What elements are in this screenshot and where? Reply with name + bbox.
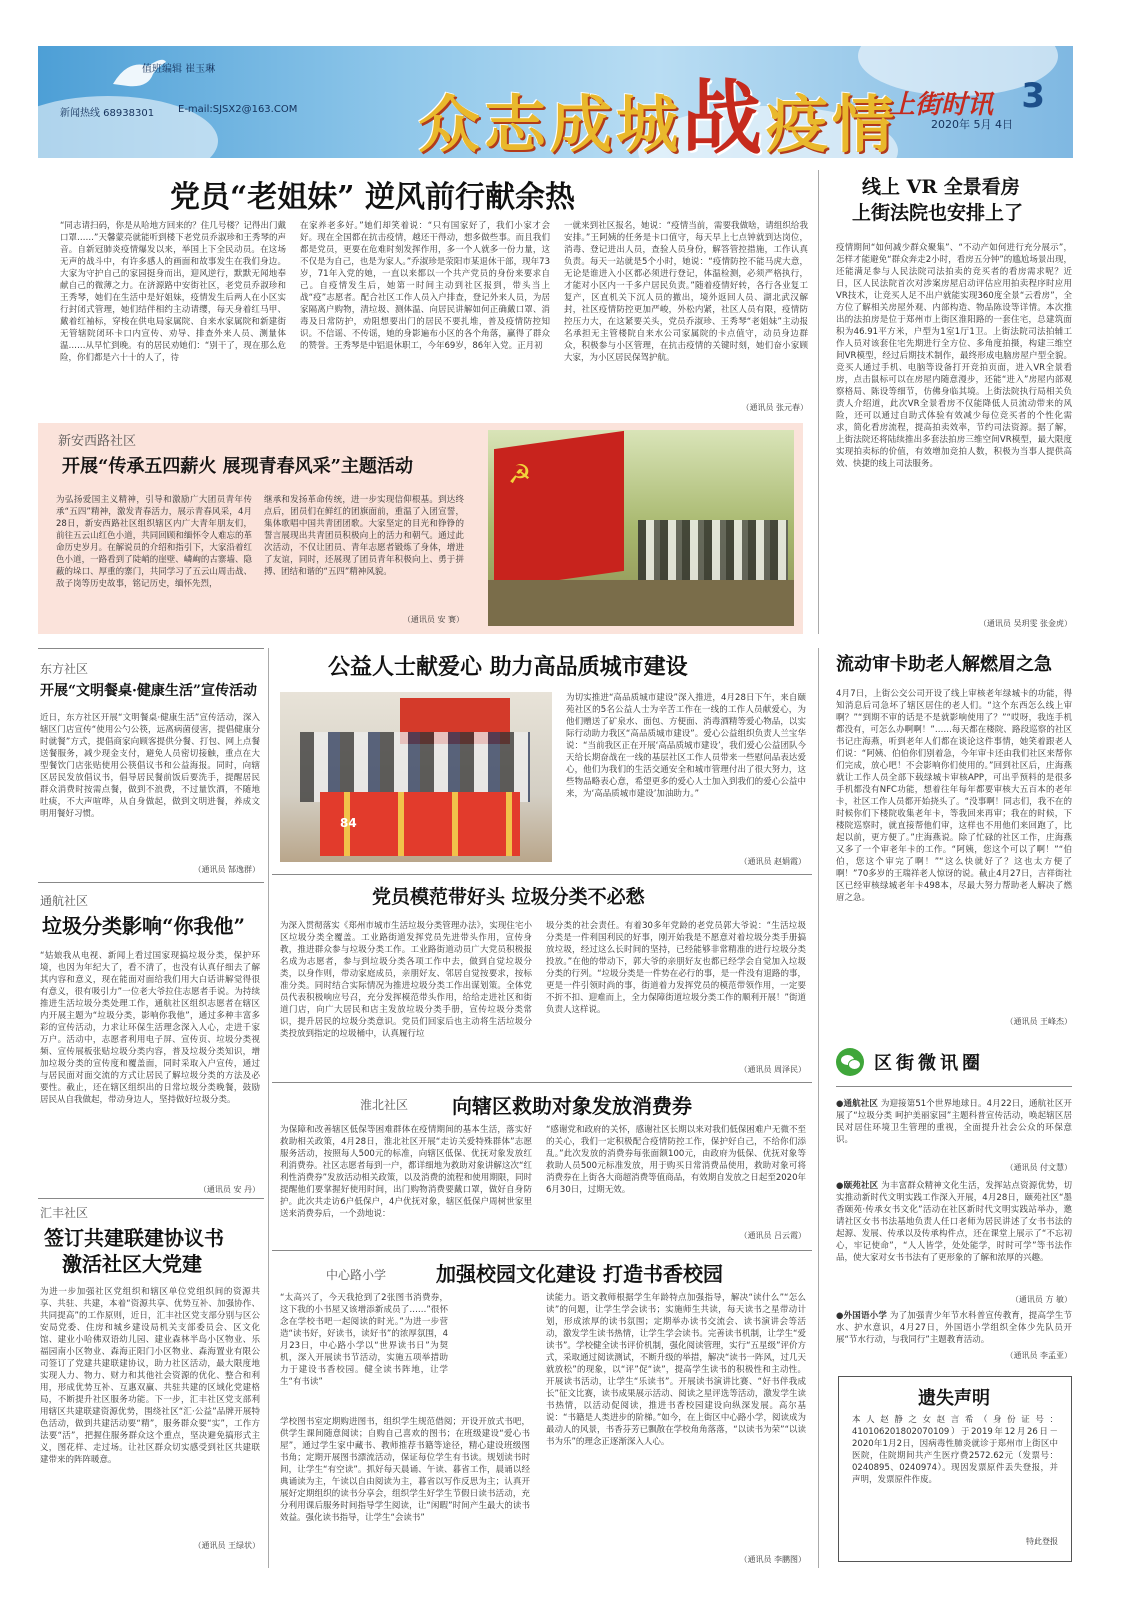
issue-date: 2020年 5月 4日 bbox=[931, 118, 1013, 131]
article-body: 圾分类的社会责任。有着30多年党龄的老党员郭大爷说：“生活垃圾分类是一件利国利民的好事，刚开始我是不愿意对着垃圾分类手册搞放垃圾，经过这么长时间的坚持，已经能够非常精准的进行垃圾分类投放。”在他的带动下，郭大爷的亲朋好友也都已经学会自觉加入垃圾分类的行列。“垃圾分类是一件势在必行的事，是一件没有退路的事，更是一件引领时尚的事，街道着力发挥党员的模范带领作用，一定要不折不扣、迎难而上，全力保障街道垃圾分类工作的顺利开展！”街道负责人这样说。 bbox=[546, 921, 806, 1015]
byline: （通讯员 张元春） bbox=[741, 403, 808, 412]
article-body: 为进一步加强社区党组织和辖区单位党组织间的资源共享、共驻、共建，本着“资源共享、优势互补、加强协作、共同提高”的工作原则，近日，汇丰社区党支部分别与区公安局党委、住房和城乡建设局机关支部委员会、区文化馆、建业小哈佛双语幼儿园、建业森林半岛小区物业、乐福园南小区物业、森海正阳门小区物业、森海置业有限公司签订了党建共建联建协议，助力社区活动，最大限度地实现人力、物力、财力和其他社会资源的优化、整合和利用，形成优势互补、互惠双赢、共驻共建的区域化党建格局，不断提升社区服务功能。下一步，汇丰社区党支部利用辖区共建联建资源优势，围绕社区“汇·公益”品牌开展特色活动，做到共建活动要“精”，服务群众要“实”，工作方法要“活”，把握住服务群众这个重点，坚决避免搞形式主义，图花样、走过场。让社区群众切实感受到社区共建联建带来的阵阵暖意。 bbox=[40, 1287, 260, 1465]
article-body: 为弘扬爱国主义精神，引导和激励广大团员青年传承“五四”精神，激发青春活力，展示青春风采，4月28日，新安西路社区组织辖区内广大青年朋友们，前往五云山红色小道，共同回顾和缅怀令人难忘的革命历史岁月。在解说员的介绍和指引下，大家沿着红色小道，一路看到了陡峭的崖壁、嶙峋的古寨墙、隐蔽的垛口、厚重的寨门，共同学习了五云山周击战、敌子岗等历史故事，铭记历史，缅怀先烈， bbox=[56, 495, 252, 589]
article-body: 学校图书室定期购进图书，组织学生规范借阅；开设开放式书吧，供学生课间随意阅读；自购自己喜欢的图书；在班级建设“爱心书屋”，通过学生家中藏书、教师推荐书籍等途径，精心建设班级图书角；定期开展图书漂流活动，保证每位学生有书读。规划读书时间，让学生“有空读”。抓好每天晨诵、午读、暮省工作，晨诵以经典诵读为主，午读以自由阅读为主，暮省以写作反思为主；认真开展好定期组织的读书分享会，组织学生好学生节假日读书活动，充分利用课后服务时间指导学生阅读，让“闲暇”时间产生最大的读书效益。强化读书指导，让学生“会读书” bbox=[280, 1417, 530, 1523]
notice-sign: 特此登报 bbox=[1026, 1537, 1058, 1546]
masthead-banner bbox=[38, 46, 1073, 158]
article-title: 党员“老姐妹” 逆风前行献余热 bbox=[170, 180, 575, 215]
news-text: 为了加强青少年节水科普宣传教育，提高学生节水、护水意识，4月27日，外国语小学组织全体少先队员开展“节水行动，与我同行”主题教育活动。 bbox=[836, 1311, 1072, 1345]
party-emblem-icon: ☭ bbox=[508, 460, 532, 490]
article-title: 党员模范带好头 垃圾分类不必愁 bbox=[372, 886, 645, 908]
article-body: 为深入贯彻落实《郑州市城市生活垃圾分类管理办法》，实现住宅小区垃圾分类全覆盖。工业路街道发挥党员先进带头作用，宣传身教，推进群众参与垃圾分类工作。工业路街道动员广大党员积极报名成为志愿者，参与到垃圾分类各项工作中去，做到自觉垃圾分类，以身作则，带动家庭成员，亲朋好友、邻居自觉按要求，按标准分类。同时结合实际情况为推进垃圾分类工作出谋划策。全体党员代表积极响应号召，充分发挥模范带头作用，给给走进社区和街道门店，向广大居民和店主发放垃圾分类手册，宣传垃圾分类常识，提升居民的垃圾分类意识。党员们回家后也主动将生活垃圾分类投放到指定的垃圾桶中，认真履行垃 bbox=[280, 921, 532, 1039]
column-title: 区街微讯圈 bbox=[874, 1053, 984, 1074]
byline: （通讯员 郜逸群） bbox=[193, 865, 260, 874]
slogan-part-2: 战 bbox=[682, 71, 767, 158]
section-label: 淮北社区 bbox=[360, 1098, 409, 1112]
article-body: 在家养老多好。”她们却笑着说：“只有国家好了，我们小家才会好。现在全国都在抗击疫情，越还干得动，想多做些事。而且我们都是党员，更要在危难时刻发挥作用，多一个人就多一份力量，这不仅是为自己，也是为家人。”乔淑珍是荥阳市某退休干部，现年73岁，71年入党的她，一直以来都以一个共产党员的身份来要求自己。自疫情发生后，她第一时间主动到社区报到，带头当上战“疫”志愿者。配合社区工作人员入户排查，登记外来人员，为居家隔离户购物，清垃圾、测体温、向居民讲解如何正确戴口罩、消毒及日常防护，劝阻想要出门的居民不要扎堆，普及疫情防控知识。不信谣、不传谣，她的身影遍布小区的各个角落，赢得了群众的赞誉。王秀琴是中铝退休职工，今年69岁，86年入党。正月初 bbox=[300, 221, 550, 351]
slogan-part-3: 疫情 bbox=[766, 88, 899, 158]
column-divider bbox=[818, 648, 819, 1568]
volunteers-photo bbox=[280, 692, 552, 862]
email: E-mail:SJSX2@163.COM bbox=[178, 104, 298, 115]
news-org: ●颐苑社区 bbox=[836, 1181, 879, 1191]
notice-title: 遗失声明 bbox=[918, 1388, 990, 1409]
news-item bbox=[836, 1180, 1072, 1292]
section-label: 新安西路社区 bbox=[58, 434, 137, 449]
article-body: “感谢党和政府的关怀，感谢社区长期以来对我们低保困难户无微不至的关心，我们一定积极配合疫情防控工作，保护好自己，不给你们添乱。”此次发放的消费券每张面额100元，由政府为低保、优抚对象等救助人员500元标准发放，用于购买日常消费品使用，救助对象可将消费券在上街各大商超消费等值商品，有效期自发放之日起至2020年6月30日，过期无效。 bbox=[546, 1125, 806, 1195]
article-body: “同志请扫码，你是从哈地方回来的？住几号楼？记得出门戴口罩……”天馨蒙亮就能听到楼下老党员乔淑珍和王秀琴的声音。自新冠肺炎疫情爆发以来，举国上下全民动员。在这场无声的战斗中，有许多感人的画面和故事发生在我们身边。大家为守护自己的家园挺身而出，迎风逆行，默默无闻地奉献自己的微薄之力。在济源路中安街社区，老党员乔淑珍和王秀琴，她们在生活中是好姐妹，疫情发生后两人在小区实行封闭式管理，她们结伴相约主动请缨，每天身着红马甲、戴着红袖标，穿梭在供电局家属院、自来水家属院和新建街无管辖院闭环卡口内宣传、劝导、排查外来人员、测量体温……从早忙到晚。有的居民劝她们：“别干了，现在那么危险，你们都是六十十的人了，待 bbox=[60, 221, 286, 363]
editor-line bbox=[142, 60, 215, 75]
news-item bbox=[836, 1098, 1072, 1160]
byline: （通讯员 付文慧） bbox=[1005, 1163, 1072, 1172]
divider bbox=[836, 1086, 1072, 1087]
editor-label: 值班编辑 bbox=[142, 64, 182, 75]
hotline: 新闻热线 68938301 bbox=[60, 108, 155, 119]
article-body: 一就来到社区报名，她说：“疫情当前，需要我做啥，请组织给我安排。”王阿姨的任务是卡口值守，每天早上七点钟就到达岗位，消毒、登记进出人员，查验人员身份，解答管控措施，工作认真负责。每天一站就是5个小时，她说：“疫情防控不能马虎大意，无论是谁进入小区都必须进行登记，体温检测，必须严格执行，才能对小区内一千多户居民负责。”随着疫情好转，各行各业复工复产，区直机关下沉人员的撤出，境外返回人员、湖北武汉解封，社区疫情防控更加严峻，外松内紧，社区人员有限，疫情防控压力大，在这紧要关头，党员乔淑珍、王秀琴“老姐妹”主动报名承担无主管楼院自来水公司家属院的卡点值守，动员身边群众，积极参与小区管理，在抗击疫情的关键时刻，她们奋小家顾大家，为小区居民保驾护航。 bbox=[564, 221, 808, 363]
divider bbox=[38, 1198, 264, 1199]
section-label: 中心路小学 bbox=[326, 1268, 387, 1282]
paper-brand: 上街时讯 bbox=[888, 90, 993, 120]
divider bbox=[38, 648, 264, 649]
slogan-part-1: 众志成城 bbox=[418, 88, 683, 158]
byline: （通讯员 李孟亚） bbox=[1005, 1351, 1072, 1360]
box-label: 84 bbox=[340, 816, 357, 830]
byline: （通讯员 王峰杰） bbox=[1005, 1017, 1072, 1026]
news-org: ●通航社区 bbox=[836, 1099, 879, 1109]
column-header bbox=[836, 1048, 984, 1076]
article-subtitle: 激活社区大党建 bbox=[62, 1252, 202, 1276]
article-title: 流动审卡助老人解燃眉之急 bbox=[836, 654, 1052, 675]
section-label: 通航社区 bbox=[40, 894, 89, 908]
article-title: 垃圾分类影响“你我他” bbox=[42, 914, 246, 938]
divider bbox=[272, 1082, 812, 1083]
column-divider bbox=[268, 648, 269, 1568]
article-subtitle: 上街法院也安排上了 bbox=[852, 202, 1024, 224]
ground bbox=[488, 580, 794, 626]
article-title: 公益人士献爱心 助力高品质城市建设 bbox=[328, 654, 688, 680]
byline: （通讯员 吴玥雯 张金虎） bbox=[978, 619, 1072, 628]
slogan bbox=[418, 54, 898, 158]
article-body: “姑娘我从电视、新闻上看过国家现搞垃圾分类，保护环境，也因为年纪大了，看不清了，也没有认真仔细去了解其内容和意义，现在能面对面给我们用大白话讲解觉得很有意义，很有吸引力”一位老大爷拉住志愿者手说。为持续推进生活垃圾分类处理工作，通航社区组织志愿者在辖区内开展主题为“垃圾分类，影响你我他”，通过多种丰富多彩的宣传活动，力求让环保生活理念深入人心，走进千家万户。活动中，志愿者利用电子屏、宣传页、垃圾分类视频、宣传展板张贴垃圾分类内容，普及垃圾分类知识，增加垃圾分类的宣传度和覆盖面，同时采取入户宣传，通过与居民面对面交流的方式让居民了解垃圾分类的方法及必要性。截止，还在辖区组织出的日常垃圾分类晚餐，鼓励居民从自我做起，带动身边人，坚持做好垃圾分类。 bbox=[40, 951, 260, 1105]
divider bbox=[272, 1250, 812, 1251]
column-divider bbox=[818, 170, 819, 634]
byline: （通讯员 赵娟霞） bbox=[739, 857, 806, 866]
byline: （通讯员 安 赛） bbox=[402, 615, 464, 624]
article-body: 继承和发扬革命传统，进一步实现信仰根基。到达终点后，团员们在鲜红的团旗面前，重温了入团宣誓，集体歌唱中国共青团团歌。大家坚定的目光和铮铮的誓言展现出共青团员积极向上的活力和朝气。通过此次活动，不仅让团员、青年志愿者锻炼了身体，增进了友谊，同时，还展现了团员青年积极向上、勇于拼搏、团结和谐的“五四”精神风貌。 bbox=[264, 495, 464, 577]
article-body: 为切实推进“高品质城市建设”深入推进，4月28日下午，来自颐苑社区的5名公益人士为辛苦工作在一线的工作人员献爱心，为他们赠送了矿泉水、面包、方便面、消毒酒精等爱心物品，以实际行动助力我区“高品质城市建设”。爱心公益组织负责人兰宝华说：“当前我区正在开展‘高品质城市建设’，我们爱心公益团队今天给长期奋战在一线的基层社区工作人员带来一些慰问品表达爱心，他们为我们的生活交通安全和城市管理付出了很大努力，这些物品略表心意，希望更多的爱心人士加入到我们的爱心公益中来，为‘高品质城市建设’加油助力。” bbox=[566, 693, 806, 799]
article-title: 签订共建联建协议书 bbox=[44, 1226, 224, 1250]
notice-body: 本人赵静之女赵言希（身份证号：410106201802070109）于2019年12月26日－2020年1月2日，因病毒性肺炎就诊于郑州市上街区中医院，住院期间共产生医疗费2572.62元（发票号：0240895、0240974）。现因发票原件丢失登报，并声明，发票原件作废。 bbox=[852, 1415, 1058, 1485]
wechat-icon bbox=[836, 1048, 864, 1076]
article-title: 开展“文明餐桌·健康生活”宣传活动 bbox=[40, 683, 257, 699]
article-title: 开展“传承五四薪火 展现青春风采”主题活动 bbox=[62, 456, 413, 477]
article-title: 线上 VR 全景看房 bbox=[862, 176, 1020, 198]
article-body: 近日，东方社区开展“文明餐桌·健康生活”宣传活动，深入辖区门店宣传“使用公勺公筷，远离病菌侵害，提倡健康分时就餐”方式，提倡商家向顾客提供分餐、打包、网上点餐送餐服务，减少现金支付，避免人员密切接触，重点在大型餐饮门店张贴使用公筷倡议书和公益海报。同时，向辖区居民发放倡议书，倡导居民餐前饭后要洗手，提醒居民群众消费时按需点餐，做到不浪费，不过量饮酒，不随地吐痰，不大声喧哗，从自身做起，做到文明进餐，养成文明用餐好习惯。 bbox=[40, 713, 260, 819]
byline: （通讯员 王绿状） bbox=[193, 1541, 260, 1550]
article-body: 为保障和改善辖区低保等困难群体在疫情期间的基本生活，落实好救助相关政策，4月28日，淮北社区开展“走访关爱特殊群体”志愿服务活动，按照每人500元的标准，向辖区低保、优抚对象发放红利消费券。社区志愿者每到一户，都详细地为救助对象讲解这次“红利性消费券”发放活动相关政策，以及消费的流程和使用期限，同时提醒他们要掌握好使用时间，出门购物消费要戴口罩，做好自身防护。此次共走访6户低保户，4户优抚对象，辖区低保户周树世家里送来消费券后，一个劲地说： bbox=[280, 1125, 532, 1219]
divider bbox=[38, 882, 264, 883]
news-org: ●外国语小学 bbox=[836, 1311, 887, 1321]
article-body: “太高兴了，今天我抢到了2张图书消费券，这下我的小书屋又该增添新成员了……”很怀念在学校书吧一起阅读的时光。”为进一步营造“读书好，好读书，读好书”的浓厚氛围，4月23日，中心路小学以“世界读书日”为契机，深入开展读书节活动，实施五项举措助力于建设书香校园。健全读书阵地，让学生“有书读” bbox=[280, 1293, 448, 1387]
news-item bbox=[836, 1310, 1072, 1348]
section-label: 东方社区 bbox=[40, 662, 89, 676]
news-text: 为迎接第51个世界地球日。4月22日，通航社区开展了“垃圾分类 呵护美丽家园”主题科普宣传活动，唤起辖区居民对居住环境卫生管理的重视，全面提升社会公众的环保意识。 bbox=[836, 1099, 1072, 1145]
section-label: 汇丰社区 bbox=[40, 1206, 89, 1220]
byline: （通讯员 吕云霞） bbox=[739, 1231, 806, 1240]
editor-name: 崔玉琳 bbox=[185, 64, 216, 75]
article-body: 疫情期间“如何减少群众聚集”、“不动产如何进行充分展示”，怎样才能避免“群众奔走2小时，看房五分钟”的尴尬场景出现，还能满足参与人民法院司法拍卖的竞买者的看房需求呢？近日，区人民法院首次对涉案房屋启动评估应用拍卖程序时应用VR技术，让竞买人足不出户就能实现360度全景“云看房”，全方位了解相关房屋外观、内部构造、物品陈设等详情。本次推出的法拍房是位于郑州市上街区淮阳路的一套住宅，总建筑面积为46.91平方米，户型为1室1厅1卫。上街法院司法拍辅工作人员对该套住宅先期进行全方位、多角度拍摄，构建三维空间VR模型，经过后期技术制作，最终形成电脑房屋户型全貌。竞买人通过手机、电脑等设备打开竞拍页面，进入VR全景看房，点击鼠标可以在房屋内随意漫步，还能“进入”房屋内部观察格局、陈设等细节，仿佛身临其境。上街法院执行局相关负责人介绍道，此次VR全景看房不仅能降低人员流动带来的风险，还可以通过自助式体验有效减少每位竞买者的个性化需求，简化看房流程，提高拍卖效率，节约司法资源。据了解，上街法院还将陆续推出多套法拍房三维空间VR模型，最大限度实现拍卖标的价值，有效增加竞拍人数，积极为当事人提供高效、快捷的线上司法服务。 bbox=[836, 243, 1072, 469]
page-number: 3 bbox=[1021, 76, 1045, 116]
news-text: 为丰富群众精神文化生活，发挥站点资源优势，切实推动新时代文明实践工作深入开展，4月28日，颐苑社区“墨香颐苑·传承女书文化”活动在社区新时代文明实践站举办，邀请社区女书书法基地负责人任口老师为居民讲述了女书书法的起源、发展、传承以及传承构件点，还在课堂上展示了“不忘初心，牢记使命”，“人人皆学，处处能学，时时可学”等书法作品，使大家对女书书法有了更形象的了解和浓厚的兴趣。 bbox=[836, 1181, 1072, 1263]
byline: （通讯员 安 丹） bbox=[198, 1185, 260, 1194]
article-body: 4月7日，上街公交公司开设了线上审核老年绿城卡的功能，得知消息后司急坏了辖区居住的老人们。“这个东西怎么线上审啊？”“到期不审的话是不是就影响使用了？”“哎呀，我连手机都没有，可怎么办啊啊！”……每天都在楼院、路段巡察的社区书记庄海燕，听到老年人们都在谈论这件事情，她笑着跟老人们说：“阿姨、伯伯你们别着急，今年审卡还由我们社区来帮你们完成，放心吧！不会影响你们使用的。”回到社区后，庄海燕就让工作人员全部下载绿城卡审核APP，可出乎预料的是很多手机都没有NFC功能，想着往年每年都要审核大五百本的老年卡，社区工作人员都开始挠头了。“没事啊！同志们，我不在的时候你们下楼院收集老年卡，等我回来再审；我在的时候，下楼院巡察时，就直接帮他们审，这样也不用他们来回跑了，比起以前，更方便了。”庄海燕说。除了忙碌的社区工作，庄海燕又多了一个审老年卡的工作。“阿姨，您这个可以了啊！”“伯伯，您这个审完了啊！”“这么快就好了？这也太方便了啊！”70多岁的王瑞祥老人惊讶的说。截止4月27日，吉祥街社区已经审核绿城老年卡498本，尽最大努力帮助老人解决了燃眉之急。 bbox=[836, 689, 1072, 903]
article-body: 读能力。语文教师根据学生年龄特点加强指导，解决“读什么”“怎么读”的问题，让学生学会读书；实施师生共读，每天读书之星带动计划，形成浓厚的读书氛围；定期举办读书交流会、读书演讲会等活动，激发学生读书热情，让学生学会读书。完善读书机制，让学生“爱读书”。学校健全读书评价机制，强化阅读管理，实行“五星级”评价方式，采取通过阅读测试，不断升级的举措，解决“读书一阵风，过几天就放松”的现象，以“评”促“读”，提高学生读书的积极性和主动性。开展读书活动，让学生“乐读书”。开展读书演讲比赛、“好书伴我成长”征文比赛，读书成果展示活动、阅读之星评选等活动，激发学生读书热情，以活动促阅读，推进书香校园建设向纵深发展。高尔基说：“书籍是人类进步的阶梯。”如今，在上街区中心路小学，阅读成为最动人的风景，书香芬芳已飘散在学校角角落落，“以读书为荣”“以读书为乐”的理念正逐渐深入人心。 bbox=[546, 1293, 806, 1447]
party-flag-board bbox=[494, 431, 624, 589]
article-title: 向辖区救助对象发放消费券 bbox=[452, 1094, 692, 1118]
divider bbox=[272, 874, 812, 875]
byline: （通讯员 方 敏） bbox=[1010, 1295, 1072, 1304]
byline: （通讯员 李鹏图） bbox=[739, 1555, 806, 1564]
byline: （通讯员 周泽民） bbox=[739, 1065, 806, 1074]
article-title: 加强校园文化建设 打造书香校园 bbox=[436, 1262, 723, 1286]
youth-activity-photo bbox=[488, 430, 794, 626]
